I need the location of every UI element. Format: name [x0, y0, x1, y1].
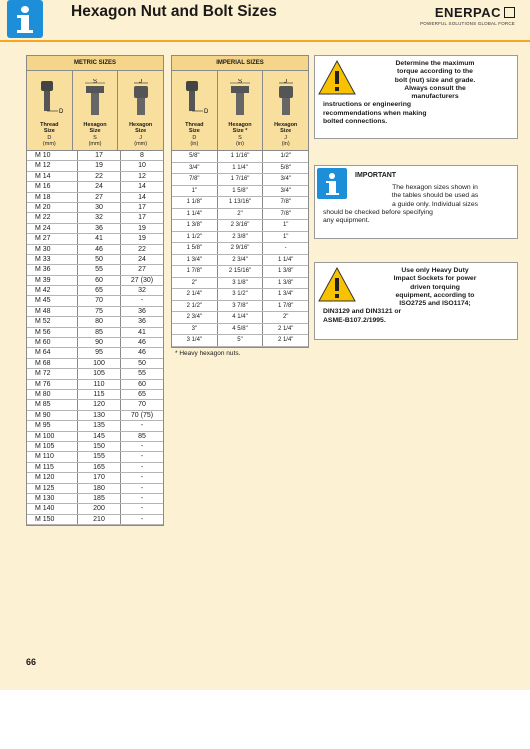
table-cell: M 18	[27, 193, 78, 202]
table-cell: 1 1/2"	[172, 232, 218, 243]
table-row	[27, 234, 163, 244]
table-cell: 5/8"	[280, 164, 291, 171]
table-cell: M 24	[27, 224, 78, 233]
thread-size-bolt-icon	[179, 79, 209, 119]
table-cell: -	[140, 422, 144, 430]
torque-warning-text	[315, 60, 515, 126]
table-cell: -	[140, 474, 144, 482]
imperial-rows	[172, 151, 308, 347]
table-cell: 4 1/4"	[218, 312, 264, 323]
table-cell: 65	[138, 390, 146, 398]
text-line: Always consult the	[404, 84, 466, 92]
text-line: should be checked before specifying	[323, 208, 433, 216]
table-cell: 1 3/4"	[172, 255, 218, 266]
table-row	[27, 494, 163, 504]
table-row	[27, 276, 163, 286]
brand-name: ENERPAC	[434, 5, 501, 20]
socket-bolt-j-icon	[126, 79, 156, 119]
text-line: recommendations when making	[323, 109, 427, 117]
table-cell: M 48	[27, 307, 78, 316]
table-cell: 2 3/4"	[218, 255, 264, 266]
socket-warning-text	[315, 267, 515, 325]
table-cell: M 27	[27, 234, 78, 243]
socket-warning-box	[314, 262, 518, 340]
table-cell: 14	[138, 183, 146, 191]
table-cell: 1 3/8"	[277, 268, 294, 274]
table-cell: 70	[138, 401, 146, 409]
table-cell: 165	[78, 463, 121, 472]
table-cell: 1 1/4"	[172, 209, 218, 220]
text-line: ASME-B107.2/1995.	[323, 316, 386, 324]
table-cell: 4 5/8"	[218, 324, 264, 335]
table-cell: -	[140, 484, 144, 492]
table-row	[27, 224, 163, 234]
table-cell: 41	[138, 328, 146, 336]
text-line: equipment, according to	[395, 291, 475, 299]
table-cell: M 60	[27, 338, 78, 347]
table-cell: 65	[78, 286, 121, 295]
table-cell: 75	[78, 307, 121, 316]
table-cell: M 20	[27, 203, 78, 212]
table-cell: 7/8"	[280, 199, 291, 205]
table-row	[172, 174, 308, 186]
table-row	[27, 484, 163, 494]
table-cell: M 36	[27, 265, 78, 274]
table-cell: M 14	[27, 172, 78, 181]
table-row	[27, 151, 163, 161]
table-row	[27, 432, 163, 442]
table-row	[172, 255, 308, 267]
table-row	[27, 348, 163, 358]
table-cell: 1/2"	[280, 153, 291, 159]
table-cell: 55	[138, 370, 146, 378]
table-cell: 24	[138, 255, 146, 263]
table-row	[172, 289, 308, 301]
table-cell: 2 1/4"	[277, 325, 294, 332]
table-cell: 5/8"	[172, 151, 218, 162]
table-cell: 1 1/4"	[218, 163, 264, 174]
imperial-header-row	[172, 71, 308, 151]
table-cell: M 90	[27, 411, 78, 420]
table-cell: 60	[138, 380, 146, 388]
table-cell: 19	[138, 224, 146, 232]
table-cell: 46	[138, 349, 146, 357]
table-cell: M 39	[27, 276, 78, 285]
table-cell: 22	[138, 245, 146, 253]
table-cell: 50	[78, 255, 121, 264]
metric-col-hex-s: S Hexagon Size S (mm)	[73, 71, 119, 150]
table-cell: 3"	[172, 324, 218, 335]
metric-sizes-table	[26, 55, 164, 526]
table-cell: 1 1/8"	[172, 197, 218, 208]
table-cell: 1"	[282, 222, 289, 228]
table-cell: 170	[78, 473, 121, 482]
table-cell: M 52	[27, 317, 78, 326]
table-cell: M 68	[27, 359, 78, 368]
table-cell: 100	[78, 359, 121, 368]
table-cell: M 80	[27, 390, 78, 399]
table-cell: M 110	[27, 452, 78, 461]
text-line: ISO2725 and ISO1174;	[399, 300, 471, 308]
brand-mark-icon	[504, 7, 515, 18]
table-row	[27, 245, 163, 255]
table-row	[27, 265, 163, 275]
table-cell: M 140	[27, 504, 78, 513]
table-cell: 2 9/16"	[218, 243, 264, 254]
table-cell: 1 1/4"	[277, 256, 294, 263]
metric-rows	[27, 151, 163, 525]
table-row	[27, 359, 163, 369]
table-row	[172, 186, 308, 198]
text-line: DIN3129 and DIN3121 or	[323, 308, 402, 316]
table-cell: 1 1/16"	[218, 151, 264, 162]
table-cell: 27	[78, 193, 121, 202]
table-cell: 2"	[172, 278, 218, 289]
text-line: any equipment.	[323, 217, 370, 225]
table-cell: 50	[138, 359, 146, 367]
table-row	[27, 411, 163, 421]
table-cell: M 16	[27, 182, 78, 191]
table-cell: 3/4"	[280, 187, 291, 194]
imperial-caption: IMPERIAL SIZES	[172, 56, 308, 71]
table-cell: M 130	[27, 494, 78, 503]
table-row	[27, 307, 163, 317]
table-row	[172, 220, 308, 232]
hexagon-bolt-s-icon	[225, 79, 255, 119]
imperial-col-hex-j: J Hexagon Size J (in)	[263, 71, 308, 150]
table-cell: 110	[78, 380, 121, 389]
table-cell: 105	[78, 369, 121, 378]
text-line: Impact Sockets for power	[393, 275, 477, 283]
table-cell: 150	[78, 442, 121, 451]
table-cell: 12	[138, 172, 146, 180]
svg-text:S: S	[238, 79, 243, 85]
table-cell: 3/4"	[172, 163, 218, 174]
table-cell: 7/8"	[172, 174, 218, 185]
table-cell: M 85	[27, 400, 78, 409]
page-header	[0, 0, 530, 40]
table-row	[27, 452, 163, 462]
svg-text:J: J	[283, 79, 287, 85]
table-cell: 1 13/16"	[218, 197, 264, 208]
table-row	[27, 161, 163, 171]
table-row	[27, 203, 163, 213]
table-cell: 1"	[172, 186, 218, 197]
svg-text:J: J	[138, 79, 142, 85]
table-cell: M 42	[27, 286, 78, 295]
table-row	[172, 197, 308, 209]
table-cell: -	[140, 442, 144, 450]
svg-text:S: S	[93, 79, 98, 85]
imperial-sizes-table	[171, 55, 309, 348]
svg-text:D: D	[59, 109, 64, 115]
table-row	[172, 209, 308, 221]
table-cell: 2 1/2"	[172, 301, 218, 312]
table-cell: 55	[78, 265, 121, 274]
table-cell: M 30	[27, 245, 78, 254]
table-row	[27, 442, 163, 452]
table-cell: 19	[78, 161, 121, 170]
table-cell: 27	[138, 266, 146, 274]
text-line: driven torquing	[410, 283, 460, 291]
table-row	[172, 266, 308, 278]
table-row	[27, 390, 163, 400]
table-cell: 1"	[282, 233, 289, 240]
table-cell: 2"	[218, 209, 264, 220]
text-line: torque according to the	[397, 68, 473, 76]
table-cell: 2 3/16"	[218, 220, 264, 231]
page-title: Hexagon Nut and Bolt Sizes	[71, 3, 277, 20]
header-divider	[0, 40, 530, 42]
table-cell: M 45	[27, 296, 78, 305]
table-cell: 90	[78, 338, 121, 347]
table-cell: 19	[138, 235, 146, 243]
table-row	[172, 301, 308, 313]
table-cell: 155	[78, 452, 121, 461]
table-cell: 36	[138, 307, 146, 315]
table-cell: M 72	[27, 369, 78, 378]
table-cell: 22	[78, 172, 121, 181]
table-cell: 46	[138, 339, 146, 347]
table-row	[27, 400, 163, 410]
info-icon	[7, 0, 43, 38]
text-line: bolted connections.	[323, 118, 388, 126]
table-cell: M 115	[27, 463, 78, 472]
table-cell: 3 1/2"	[218, 289, 264, 300]
svg-text:D: D	[204, 109, 209, 115]
page-number: 66	[26, 657, 37, 667]
text-line: the tables should be used as	[391, 192, 479, 200]
table-cell: 1 3/8"	[277, 279, 294, 286]
table-cell: 80	[78, 317, 121, 326]
table-cell: 180	[78, 484, 121, 493]
table-row	[27, 463, 163, 473]
table-cell: 3 1/8"	[218, 278, 264, 289]
table-cell: 115	[78, 390, 121, 399]
table-row	[27, 369, 163, 379]
table-cell: 60	[78, 276, 121, 285]
table-cell: 30	[78, 203, 121, 212]
table-cell: 2 1/4"	[172, 289, 218, 300]
table-cell: 2 3/4"	[172, 312, 218, 323]
table-cell: 41	[78, 234, 121, 243]
table-row	[172, 243, 308, 255]
table-cell: M 95	[27, 421, 78, 430]
table-cell: 2 1/4"	[277, 337, 294, 343]
table-cell: M 22	[27, 213, 78, 222]
table-cell: 1 7/8"	[172, 266, 218, 277]
table-cell: 17	[78, 151, 121, 160]
table-cell: 1 7/8"	[277, 302, 294, 309]
table-row	[172, 278, 308, 290]
table-row	[27, 317, 163, 327]
important-heading: IMPORTANT	[355, 172, 397, 179]
table-cell: 14	[138, 193, 146, 201]
table-cell: 17	[138, 214, 146, 222]
text-line: Determine the maximum	[395, 60, 475, 67]
table-cell: 70	[78, 296, 121, 305]
table-cell: M 76	[27, 380, 78, 389]
table-cell: M 10	[27, 151, 78, 160]
table-row	[27, 515, 163, 525]
table-cell: 32	[78, 213, 121, 222]
table-cell: 3/4"	[280, 176, 291, 182]
table-cell: -	[284, 245, 287, 251]
table-cell: 1 5/8"	[218, 186, 264, 197]
table-row	[27, 328, 163, 338]
text-line: The hexagon sizes shown in	[392, 184, 478, 191]
socket-bolt-j-icon	[271, 79, 301, 119]
table-cell: M 12	[27, 161, 78, 170]
table-cell: 1 3/8"	[172, 220, 218, 231]
metric-col-hex-j: J Hexagon Size J (mm)	[118, 71, 163, 150]
table-cell: 46	[78, 245, 121, 254]
table-row	[172, 324, 308, 336]
important-box	[314, 165, 518, 239]
table-cell: M 150	[27, 515, 78, 524]
table-cell: -	[140, 463, 144, 471]
table-row	[27, 473, 163, 483]
table-cell: M 100	[27, 432, 78, 441]
table-cell: 24	[78, 182, 121, 191]
thread-size-bolt-icon	[34, 79, 64, 119]
table-cell: 2"	[282, 314, 289, 320]
table-row	[172, 163, 308, 175]
table-row	[172, 151, 308, 163]
text-line: Use only Heavy Duty	[401, 267, 469, 274]
table-cell: 145	[78, 432, 121, 441]
table-row	[172, 335, 308, 347]
table-cell: 36	[78, 224, 121, 233]
table-cell: 1 5/8"	[172, 243, 218, 254]
table-row	[172, 232, 308, 244]
table-cell: M 56	[27, 328, 78, 337]
table-cell: 135	[78, 421, 121, 430]
table-cell: 70 (75)	[130, 411, 154, 419]
table-row	[27, 286, 163, 296]
text-line: a guide only. Individual sizes	[391, 200, 479, 208]
table-row	[27, 296, 163, 306]
table-cell: 2 3/8"	[218, 232, 264, 243]
table-cell: 210	[78, 515, 121, 524]
brand-tagline: POWERFUL SOLUTIONS GLOBAL FORCE	[420, 21, 515, 26]
table-cell: -	[140, 453, 144, 461]
metric-caption: METRIC SIZES	[27, 56, 163, 71]
important-text	[315, 184, 515, 225]
table-row	[27, 380, 163, 390]
table-cell: -	[140, 505, 144, 513]
table-cell: 10	[138, 162, 146, 170]
imperial-col-thread: D Thread Size D (in)	[172, 71, 218, 150]
hexagon-bolt-s-icon	[80, 79, 110, 119]
table-cell: 2 15/16"	[218, 266, 264, 277]
table-cell: 36	[138, 318, 146, 326]
table-cell: 85	[78, 328, 121, 337]
table-row	[172, 312, 308, 324]
table-cell: 17	[138, 203, 146, 211]
metric-col-thread: D Thread Size D (mm)	[27, 71, 73, 150]
table-cell: 3 1/4"	[172, 335, 218, 346]
table-row	[27, 421, 163, 431]
table-cell: 7/8"	[280, 210, 291, 217]
table-cell: -	[140, 297, 144, 305]
table-cell: 1 3/4"	[277, 291, 294, 297]
table-cell: 32	[138, 287, 146, 295]
table-cell: M 125	[27, 484, 78, 493]
table-cell: M 120	[27, 473, 78, 482]
table-cell: 8	[140, 152, 144, 159]
table-cell: -	[140, 494, 144, 502]
table-cell: 27 (30)	[130, 276, 154, 284]
table-row	[27, 504, 163, 514]
text-line: manufacturers	[411, 93, 459, 101]
table-cell: 5"	[218, 335, 264, 346]
table-row	[27, 193, 163, 203]
imperial-footnote: * Heavy hexagon nuts.	[175, 350, 241, 357]
table-cell: 185	[78, 494, 121, 503]
brand-logo	[420, 5, 515, 26]
torque-warning-box	[314, 55, 518, 139]
text-line: bolt (nut) size and grade.	[394, 76, 476, 84]
table-cell: M 105	[27, 442, 78, 451]
table-cell: 3 7/8"	[218, 301, 264, 312]
table-row	[27, 172, 163, 182]
table-cell: M 33	[27, 255, 78, 264]
table-cell: 1 7/16"	[218, 174, 264, 185]
text-line: instructions or engineering	[323, 101, 411, 109]
table-cell: 200	[78, 504, 121, 513]
table-row	[27, 338, 163, 348]
imperial-col-hex-s: S Hexagon Size * S (in)	[218, 71, 264, 150]
table-cell: M 64	[27, 348, 78, 357]
table-cell: 120	[78, 400, 121, 409]
table-row	[27, 255, 163, 265]
metric-header-row	[27, 71, 163, 151]
table-cell: 95	[78, 348, 121, 357]
table-row	[27, 213, 163, 223]
table-cell: 130	[78, 411, 121, 420]
table-cell: 85	[138, 432, 146, 440]
table-cell: -	[140, 515, 144, 523]
table-row	[27, 182, 163, 192]
